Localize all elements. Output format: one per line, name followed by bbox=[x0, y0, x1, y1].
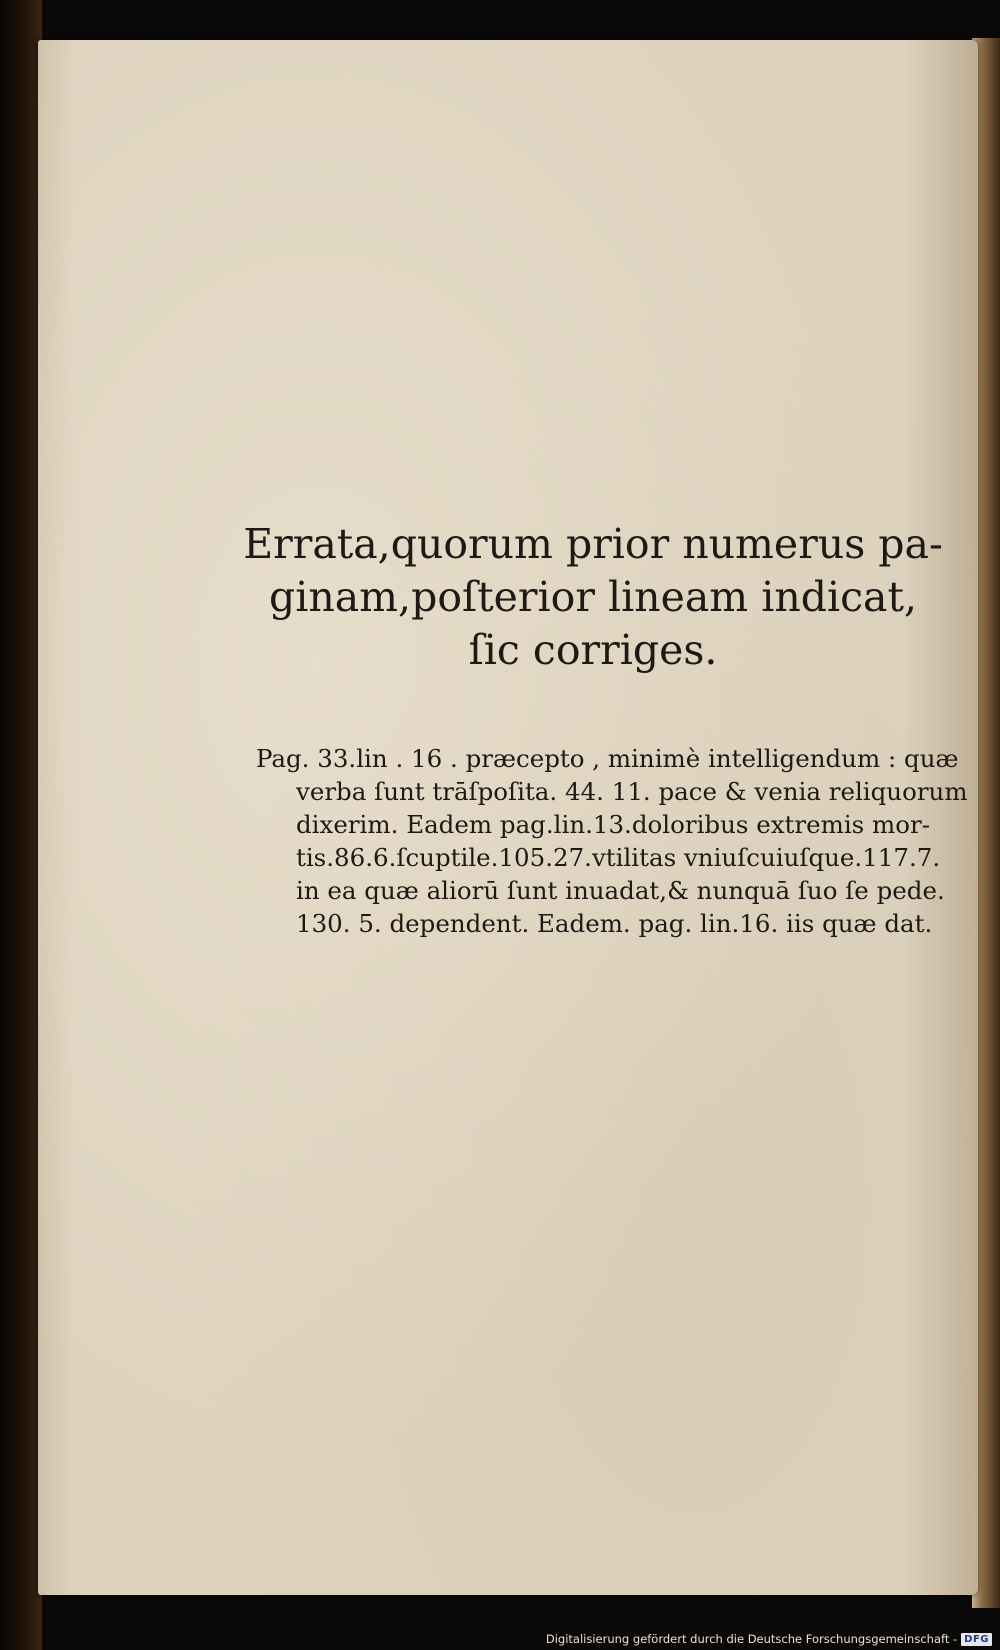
errata-title-line-2: ginam,poſterior lineam indicat, bbox=[268, 573, 918, 621]
errata-line-5: in ea quæ aliorū ſunt inuadat,& nunquā ſuo ſe pede. bbox=[296, 876, 945, 905]
errata-list bbox=[256, 742, 976, 940]
errata-line-6: 130. 5. dependent. Eadem. pag. lin.16. iis quæ dat. bbox=[296, 909, 933, 938]
digitization-credit-text: Digitalisierung gefördert durch die Deutsche Forschungsgemeinschaft - bbox=[545, 1632, 958, 1646]
book-binding-left bbox=[0, 0, 42, 1650]
errata-line-3: dixerim. Eadem pag.lin.13.doloribus extremis mor- bbox=[296, 810, 931, 839]
dfg-logo: DFG bbox=[961, 1633, 992, 1646]
errata-title bbox=[243, 518, 943, 677]
errata-line-2: verba ſunt trāſpoſita. 44. 11. pace & venia reliquorum bbox=[296, 777, 968, 806]
errata-line-1: Pag. 33.lin . 16 . præcepto , minimè intelligendum : quæ bbox=[256, 744, 959, 773]
digitization-credit bbox=[546, 1632, 992, 1646]
book-page bbox=[38, 40, 978, 1595]
errata-line-4: tis.86.6.ſcuptile.105.27.vtilitas vniuſcuiuſque.117.7. bbox=[296, 843, 941, 872]
errata-title-line-1: Errata,quorum prior numerus pa- bbox=[243, 520, 943, 568]
errata-title-line-3: ſic corriges. bbox=[468, 626, 718, 674]
